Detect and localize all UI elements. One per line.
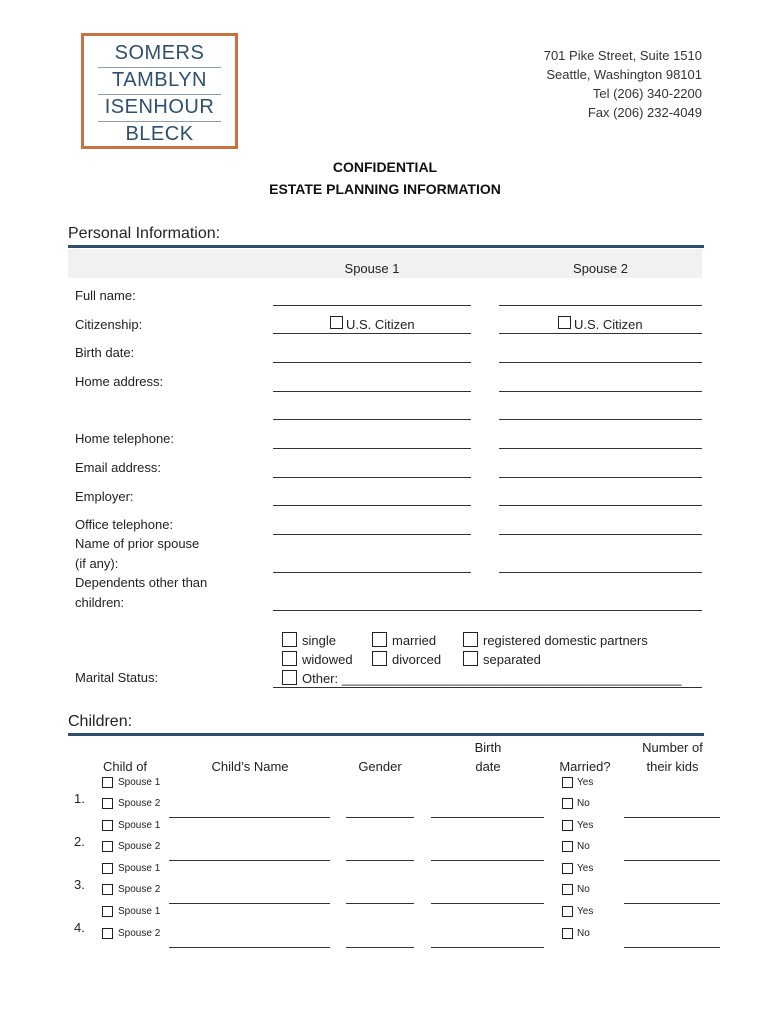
- employer-label: Employer:: [75, 489, 134, 504]
- row2-gender-field[interactable]: [346, 860, 414, 861]
- child-row-number: 1.: [74, 791, 85, 806]
- row2-birth-date-field[interactable]: [431, 860, 544, 861]
- row2-spouse1-checkbox[interactable]: [102, 820, 113, 831]
- logo-divider: [98, 94, 221, 95]
- divorced-checkbox[interactable]: [372, 651, 387, 666]
- spouse2-column-header: Spouse 2: [573, 261, 628, 276]
- spouse2-home-address-field-2[interactable]: [499, 419, 702, 420]
- child-of-header: Child of: [102, 759, 148, 774]
- spouse1-birth-date-field[interactable]: [273, 362, 471, 363]
- number-of-kids-header-cont: their kids: [646, 759, 699, 774]
- separated-checkbox[interactable]: [463, 651, 478, 666]
- children-heading: Children:: [68, 713, 133, 730]
- row1-spouse1-label: Spouse 1: [118, 777, 161, 788]
- divorced-label: divorced: [392, 652, 442, 667]
- row3-child-name-field[interactable]: [169, 903, 330, 904]
- prior-spouse-label-cont: (if any):: [75, 556, 119, 571]
- row1-spouse2-checkbox[interactable]: [102, 798, 113, 809]
- registered-partners-checkbox[interactable]: [463, 632, 478, 647]
- spouse2-us-citizen-checkbox[interactable]: [558, 316, 571, 329]
- row3-spouse2-checkbox[interactable]: [102, 884, 113, 895]
- row3-birth-date-field[interactable]: [431, 903, 544, 904]
- birth-date-label: Birth date:: [75, 345, 135, 360]
- dependents-label: Dependents other than: [75, 575, 208, 590]
- spouse1-us-citizen-label: U.S. Citizen: [346, 317, 415, 332]
- registered-partners-label: registered domestic partners: [483, 633, 648, 648]
- row3-married-no-checkbox[interactable]: [562, 884, 573, 895]
- row4-married-yes-label: Yes: [577, 906, 594, 917]
- birth-date-header: Birth: [474, 740, 502, 755]
- row1-gender-field[interactable]: [346, 817, 414, 818]
- logo-line-2: TAMBLYN: [112, 69, 207, 91]
- row2-married-no-checkbox[interactable]: [562, 841, 573, 852]
- row4-spouse2-checkbox[interactable]: [102, 928, 113, 939]
- spouse1-home-telephone-field[interactable]: [273, 448, 471, 449]
- logo-line-3: ISENHOUR: [104, 96, 215, 118]
- row1-child-name-field[interactable]: [169, 817, 330, 818]
- spouse2-home-telephone-field[interactable]: [499, 448, 702, 449]
- row3-spouse2-label: Spouse 2: [118, 884, 161, 895]
- spouse2-home-address-field[interactable]: [499, 391, 702, 392]
- row1-married-no-checkbox[interactable]: [562, 798, 573, 809]
- row4-spouse1-checkbox[interactable]: [102, 906, 113, 917]
- widowed-label: widowed: [302, 652, 353, 667]
- logo-divider: [98, 121, 221, 122]
- number-of-kids-header: Number of: [642, 740, 703, 755]
- doc-title-main: ESTATE PLANNING INFORMATION: [269, 181, 501, 197]
- spouse2-us-citizen-label: U.S. Citizen: [574, 317, 643, 332]
- row2-married-yes-checkbox[interactable]: [562, 820, 573, 831]
- row3-spouse1-label: Spouse 1: [118, 863, 161, 874]
- citizenship-label: Citizenship:: [75, 317, 143, 332]
- dependents-field[interactable]: [273, 610, 702, 611]
- firm-logo: [81, 33, 238, 149]
- section-divider: [68, 245, 704, 248]
- married-label: married: [392, 633, 437, 648]
- marital-status-label: Marital Status:: [75, 670, 159, 685]
- dependents-label-cont: children:: [75, 595, 125, 610]
- spouse2-employer-field[interactable]: [499, 505, 702, 506]
- spouse1-citizenship-line: [273, 333, 471, 334]
- prior-spouse-label: Name of prior spouse: [75, 536, 200, 551]
- row4-married-no-checkbox[interactable]: [562, 928, 573, 939]
- spouse2-office-telephone-field[interactable]: [499, 534, 702, 535]
- row1-spouse1-checkbox[interactable]: [102, 777, 113, 788]
- row3-married-yes-checkbox[interactable]: [562, 863, 573, 874]
- row4-gender-field[interactable]: [346, 947, 414, 948]
- row1-married-yes-label: Yes: [577, 777, 594, 788]
- row4-child-name-field[interactable]: [169, 947, 330, 948]
- single-label: single: [302, 633, 336, 648]
- logo-line-4: BLECK: [125, 123, 194, 145]
- address-fax: Fax (206) 232-4049: [587, 105, 702, 120]
- row3-spouse1-checkbox[interactable]: [102, 863, 113, 874]
- row2-number-of-kids-field[interactable]: [624, 860, 720, 861]
- row2-spouse2-checkbox[interactable]: [102, 841, 113, 852]
- row4-spouse2-label: Spouse 2: [118, 928, 161, 939]
- logo-line-1: SOMERS: [114, 42, 205, 64]
- row3-married-no-label: No: [577, 884, 590, 895]
- single-checkbox[interactable]: [282, 632, 297, 647]
- spouse1-email-field[interactable]: [273, 477, 471, 478]
- row1-birth-date-field[interactable]: [431, 817, 544, 818]
- office-telephone-label: Office telephone:: [75, 517, 174, 532]
- spouse2-prior-spouse-field[interactable]: [499, 572, 702, 573]
- widowed-checkbox[interactable]: [282, 651, 297, 666]
- spouse1-employer-field[interactable]: [273, 505, 471, 506]
- row2-married-yes-label: Yes: [577, 820, 594, 831]
- address-city: Seattle, Washington 98101: [546, 67, 702, 82]
- spouse2-full-name-field[interactable]: [499, 305, 702, 306]
- full-name-label: Full name:: [75, 288, 136, 303]
- row2-child-name-field[interactable]: [169, 860, 330, 861]
- row1-married-yes-checkbox[interactable]: [562, 777, 573, 788]
- row4-married-yes-checkbox[interactable]: [562, 906, 573, 917]
- personal-info-heading: Personal Information:: [68, 225, 221, 242]
- spouse2-birth-date-field[interactable]: [499, 362, 702, 363]
- home-telephone-label: Home telephone:: [75, 431, 175, 446]
- home-address-label: Home address:: [75, 374, 164, 389]
- doc-title-confidential: CONFIDENTIAL: [332, 159, 438, 175]
- row2-spouse2-label: Spouse 2: [118, 841, 161, 852]
- address-tel: Tel (206) 340-2200: [592, 86, 702, 101]
- spouse1-column-header: Spouse 1: [344, 261, 400, 276]
- gender-header: Gender: [358, 759, 402, 774]
- other-checkbox[interactable]: [282, 670, 297, 685]
- row3-married-yes-label: Yes: [577, 863, 594, 874]
- spouse1-home-address-field[interactable]: [273, 391, 471, 392]
- married-checkbox[interactable]: [372, 632, 387, 647]
- child-name-header: Child’s Name: [211, 759, 289, 774]
- email-label: Email address:: [75, 460, 161, 475]
- row4-birth-date-field[interactable]: [431, 947, 544, 948]
- other-field[interactable]: Other: _______________________________________________: [302, 671, 682, 686]
- spouse1-office-telephone-field[interactable]: [273, 534, 471, 535]
- row1-number-of-kids-field[interactable]: [624, 817, 720, 818]
- row4-number-of-kids-field[interactable]: [624, 947, 720, 948]
- row1-married-no-label: No: [577, 798, 590, 809]
- birth-date-header-cont: date: [475, 759, 501, 774]
- spouse1-home-address-field-2[interactable]: [273, 419, 471, 420]
- row2-spouse1-label: Spouse 1: [118, 820, 161, 831]
- spouse2-email-field[interactable]: [499, 477, 702, 478]
- separated-label: separated: [483, 652, 541, 667]
- section-divider: [68, 733, 704, 736]
- spouse2-citizenship-line: [499, 333, 702, 334]
- child-row-number: 2.: [74, 834, 85, 849]
- child-row-number: 4.: [74, 920, 85, 935]
- row3-gender-field[interactable]: [346, 903, 414, 904]
- spouse1-prior-spouse-field[interactable]: [273, 572, 471, 573]
- address-street: 701 Pike Street, Suite 1510: [543, 48, 702, 63]
- row1-spouse2-label: Spouse 2: [118, 798, 161, 809]
- marital-status-line: [273, 687, 702, 688]
- spouse1-us-citizen-checkbox[interactable]: [330, 316, 343, 329]
- married-header: Married?: [559, 759, 611, 774]
- row2-married-no-label: No: [577, 841, 590, 852]
- row4-spouse1-label: Spouse 1: [118, 906, 161, 917]
- row3-number-of-kids-field[interactable]: [624, 903, 720, 904]
- spouse1-full-name-field[interactable]: [273, 305, 471, 306]
- logo-divider: [98, 67, 221, 68]
- child-row-number: 3.: [74, 877, 85, 892]
- row4-married-no-label: No: [577, 928, 590, 939]
